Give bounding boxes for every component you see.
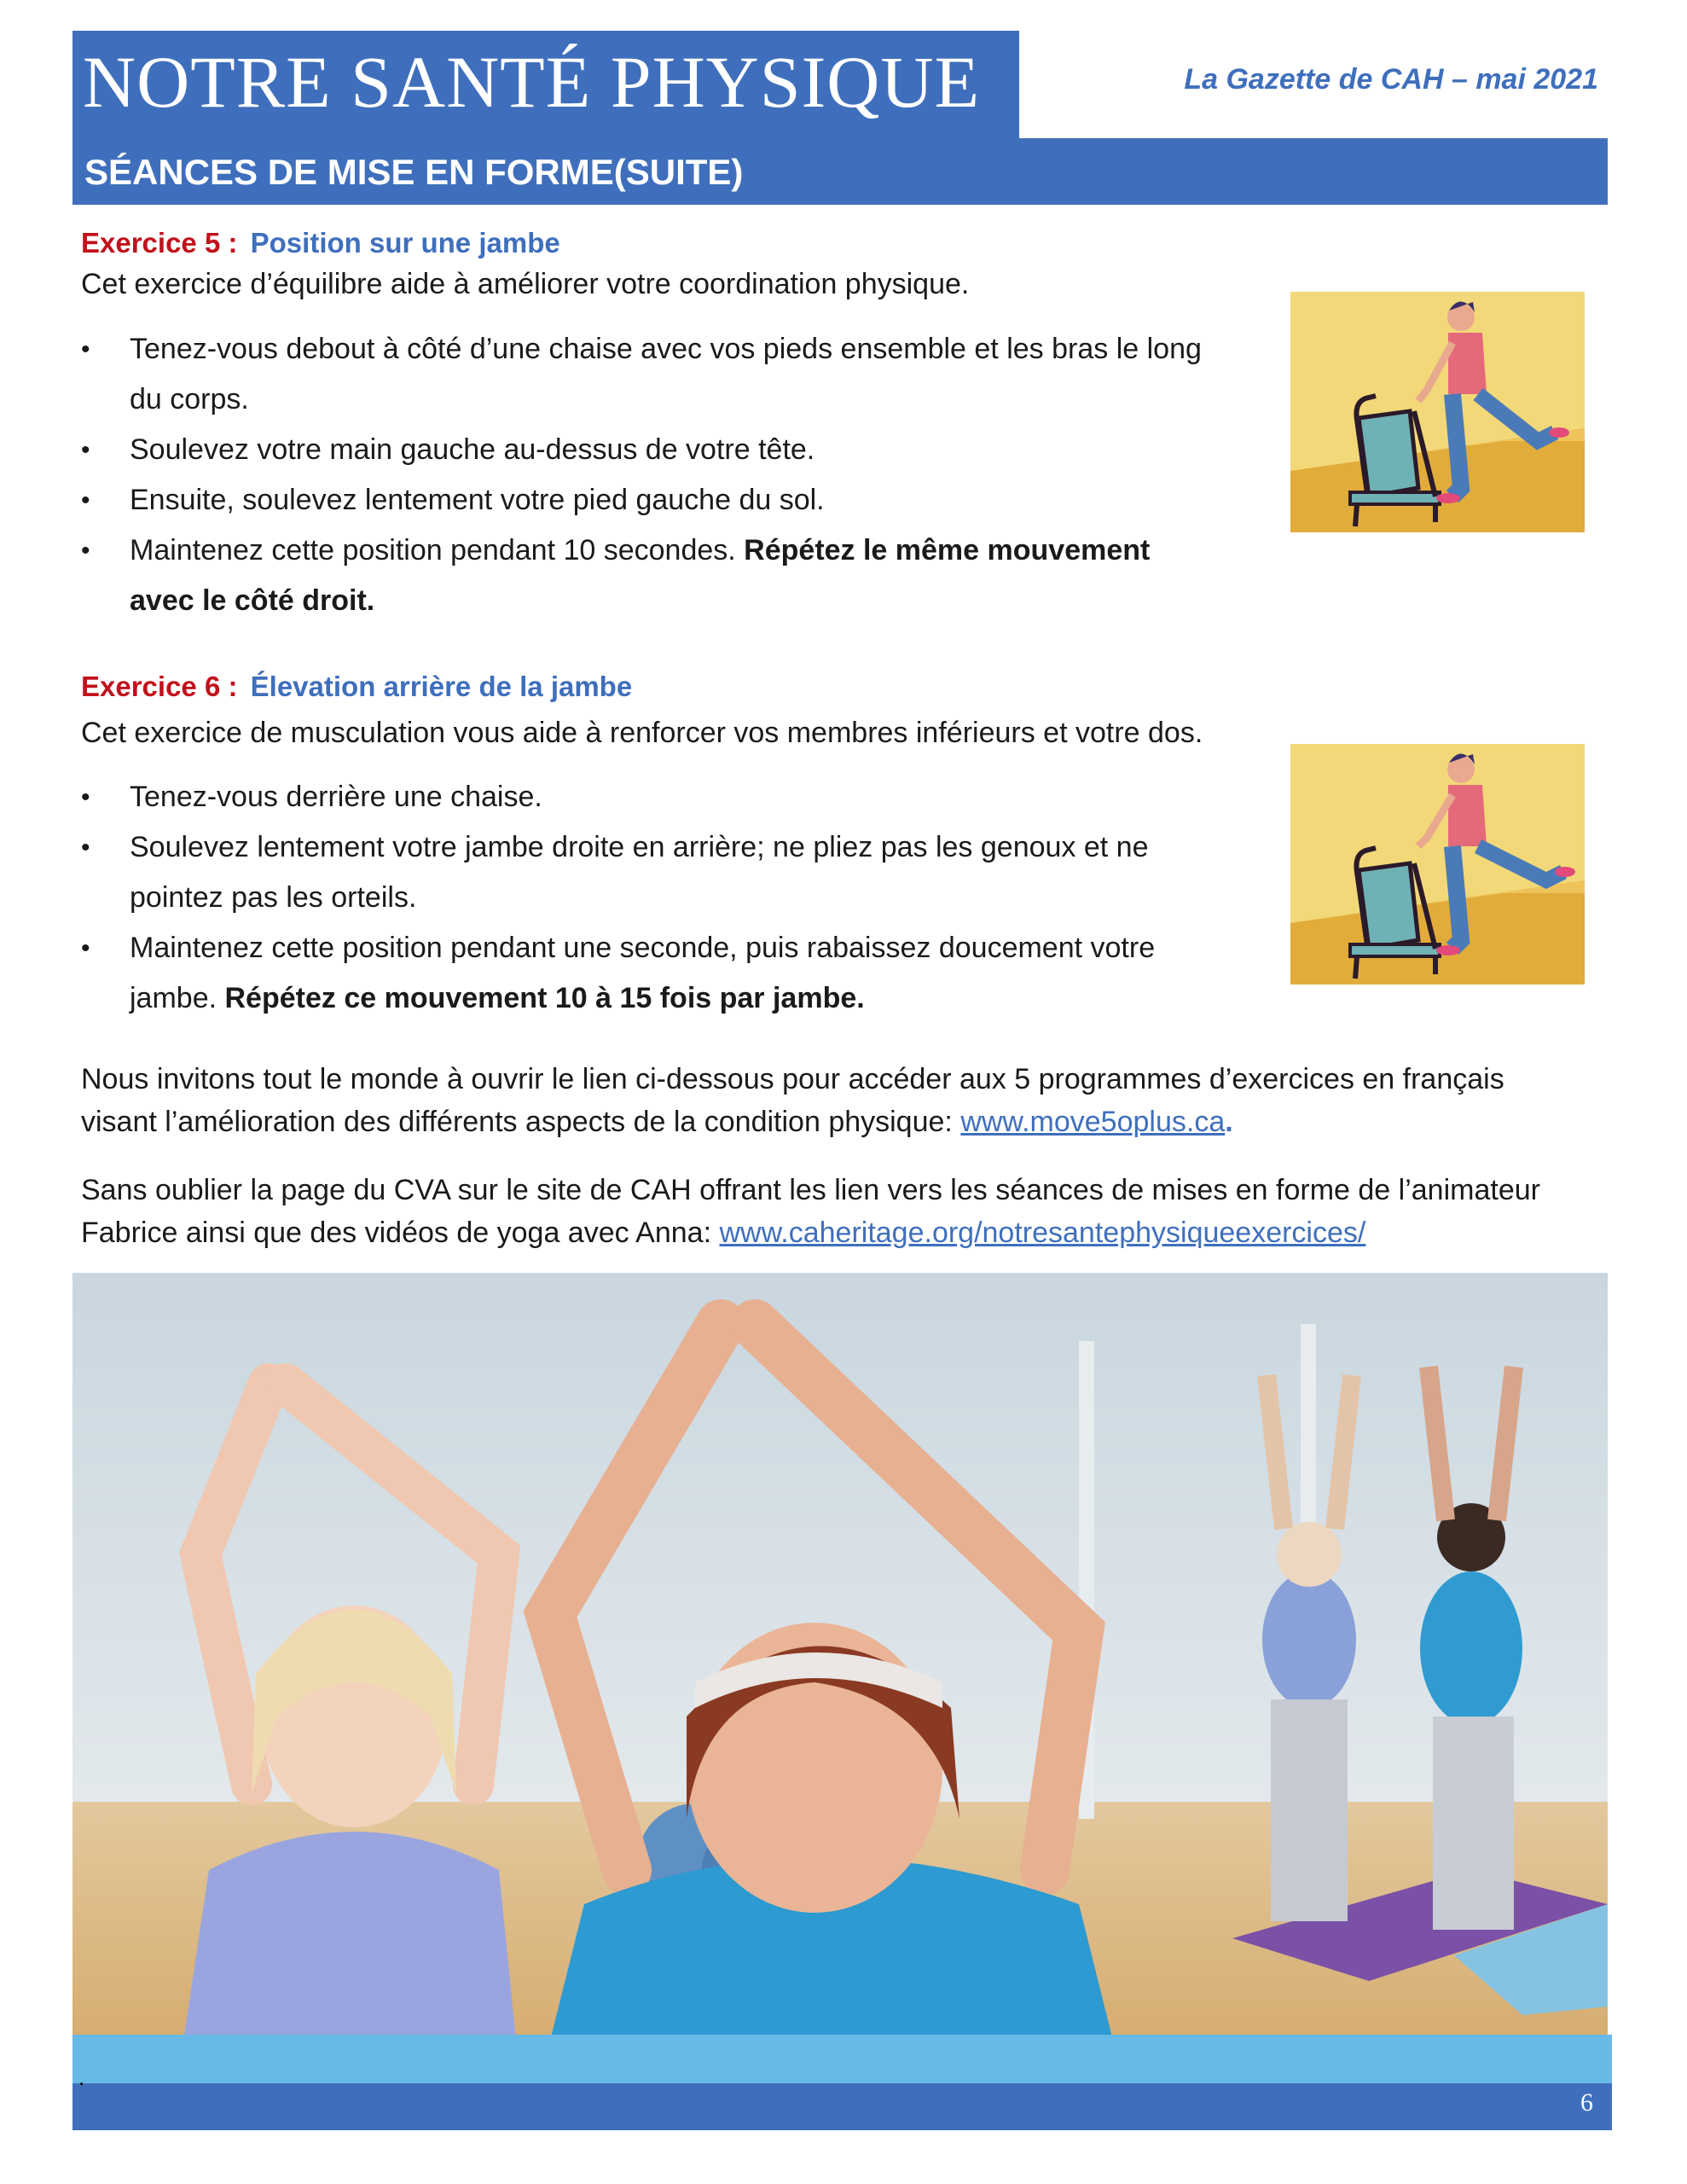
issue-label: La Gazette de CAH – mai 2021 — [1184, 63, 1598, 96]
exercise-6-heading — [81, 671, 632, 703]
bullet-icon: • — [81, 486, 90, 514]
bullet-icon: • — [81, 436, 90, 464]
footer-dot: . — [78, 2065, 85, 2090]
list-item: • Maintenez cette position pendant 10 secondes. Répétez le même mouvement — [81, 526, 1275, 576]
bullet-icon: • — [81, 537, 90, 565]
list-item: • Tenez-vous derrière une chaise. — [81, 772, 1275, 822]
exercise-5-heading — [81, 227, 560, 259]
section-header — [72, 138, 1608, 205]
exercise-6-steps — [81, 772, 1275, 1024]
bullet-icon: • — [81, 335, 90, 363]
illustration-one-leg-stand — [1290, 292, 1585, 532]
exercise-6-name: Élevation arrière de la jambe — [250, 671, 633, 702]
exercise-5-label: Exercice 5 : — [81, 227, 238, 258]
bullet-icon: • — [81, 834, 90, 862]
masthead — [72, 31, 1019, 138]
yoga-class-photo — [72, 1273, 1608, 2041]
page-number: 6 — [1580, 2088, 1593, 2117]
exercise-5-intro: Cet exercice d’équilibre aide à améliorer votre coordination physique. — [81, 268, 970, 300]
bullet-icon: • — [81, 934, 90, 962]
exercise-6-intro: Cet exercice de musculation vous aide à renforcer vos membres inférieurs et votre dos. — [81, 717, 1203, 749]
illustration-back-leg-raise — [1290, 744, 1585, 985]
exercise-5-steps — [81, 324, 1275, 626]
move50plus-link[interactable]: www.move5oplus.ca — [960, 1106, 1226, 1138]
list-item: • Maintenez cette position pendant une seconde, puis rabaissez doucement votre — [81, 923, 1275, 973]
exercise-5-name: Position sur une jambe — [250, 227, 560, 258]
bullet-icon: • — [81, 783, 90, 811]
list-item: jambe. Répétez ce mouvement 10 à 15 fois par jambe. — [130, 982, 865, 1014]
paragraph-cva: Sans oublier la page du CVA sur le site de CAH offrant les lien vers les séances de mises en forme de l’animateur Fabrice ainsi que des vidéos de yoga avec Anna: www.caheritage.org/notresantephysiqueexercices/ — [81, 1174, 1540, 1249]
list-item: • Soulevez votre main gauche au-dessus de votre tête. — [81, 425, 1275, 475]
list-item: avec le côté droit. — [130, 584, 375, 617]
list-item: du corps. — [130, 383, 249, 415]
page-title: NOTRE SANTÉ PHYSIQUE — [83, 41, 980, 123]
exercise-6-label: Exercice 6 : — [81, 671, 238, 702]
list-item: • Soulevez lentement votre jambe droite en arrière; ne pliez pas les genoux et ne — [81, 822, 1275, 873]
list-item: • Ensuite, soulevez lentement votre pied gauche du sol. — [81, 475, 1275, 526]
list-item: • Tenez-vous debout à côté d’une chaise avec vos pieds ensemble et les bras le long — [81, 324, 1275, 375]
caheritage-link[interactable]: www.caheritage.org/notresantephysiqueexercices/ — [719, 1217, 1366, 1249]
list-item: pointez pas les orteils. — [130, 881, 417, 914]
paragraph-programs: Nous invitons tout le monde à ouvrir le lien ci-dessous pour accéder aux 5 programmes d’exercices en français visant l’amélioration des différents aspects de la condition physique: www.move5oplus.ca. — [81, 1063, 1504, 1138]
footer-band — [72, 2083, 1612, 2130]
section-title: SÉANCES DE MISE EN FORME(SUITE) — [84, 152, 744, 192]
